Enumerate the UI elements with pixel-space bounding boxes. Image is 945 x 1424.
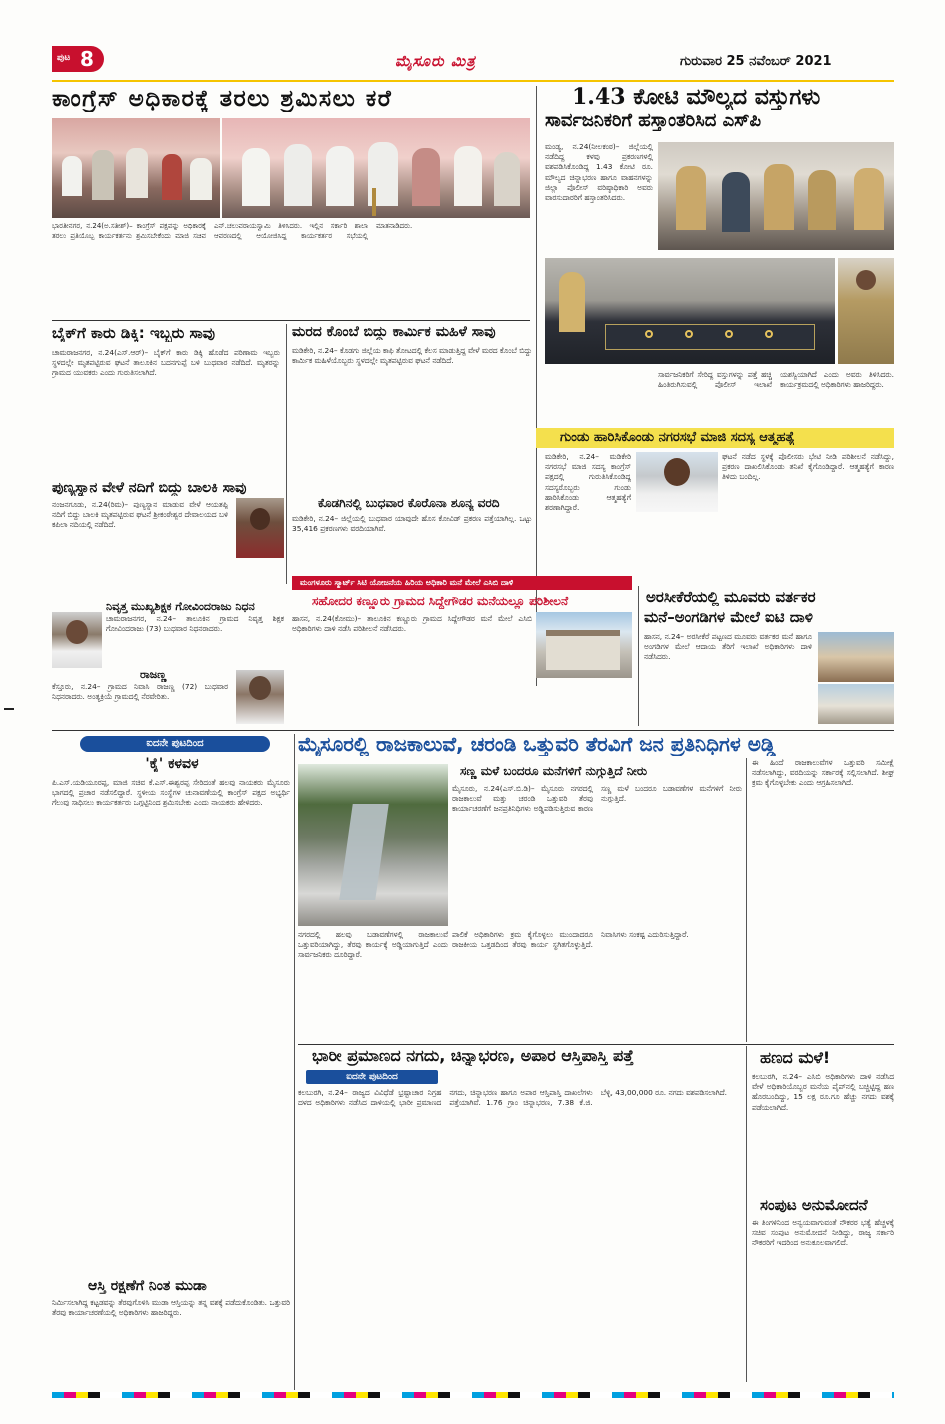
- photo-sp-valuables: [545, 258, 835, 364]
- headline-corona: ಕೊಡಗಿನಲ್ಲಿ ಬುಧವಾರ ಕೊರೊನಾ ಶೂನ್ಯ ವರದಿ: [318, 496, 500, 510]
- column-divider: [638, 586, 639, 726]
- photo-sp-handover: [658, 142, 894, 250]
- headline-obit-govindaraju: ನಿವೃತ್ತ ಮುಖ್ಯಶಿಕ್ಷಕ ಗೋವಿಂದರಾಜು ನಿಧನ: [106, 600, 255, 613]
- sp-body-continued: ಸಾರ್ವಜನಿಕರಿಗೆ ಸೇರಿದ್ದ ವಸ್ತುಗಳನ್ನು ಪತ್ತೆ ಹಚ್ಚಿ ಹಿಂತಿರುಗಿಸುವಲ್ಲಿ ಪೊಲೀಸ್ ಇಲಾಖೆ ಯಶಸ್ವಿಯಾಗಿದೆ ಎಂದು ಅವರು ತಿಳಿಸಿದರು. ಕಾರ್ಯಕ್ರಮದಲ್ಲಿ ಅಧಿಕಾರಿಗಳು ಹಾಜರಿದ್ದರು.: [658, 370, 894, 390]
- photo-congress-meeting: [52, 118, 220, 218]
- photo-councillor: [636, 452, 718, 512]
- obit-rajanna-body: ಕೆಸ್ತೂರು, ನ.24– ಗ್ರಾಮದ ನಿವಾಸಿ ರಾಜಣ್ಣ (72) ಬುಧವಾರ ನಿಧನರಾದರು. ಅಂತ್ಯಕ್ರಿಯೆ ಗ್ರಾಮದಲ್ಲಿ ನೆರವೇರಿತು.: [52, 682, 228, 702]
- smart-body: ಹಾಸನ, ನ.24(ಕೋಮು)– ತಾಲೂಕಿನ ಕಣ್ಣೂರು ಗ್ರಾಮದ ಸಿದ್ದೇಗೌಡರ ಮನೆ ಮೇಲೆ ಎಸಿಬಿ ಅಧಿಕಾರಿಗಳು ದಾಳಿ ನಡೆಸಿ ಪರಿಶೀಲನೆ ನಡೆಸಿದರು.: [292, 614, 532, 634]
- headline-continued: 'ಕೈ' ಕಳವಳ: [145, 756, 199, 772]
- column-divider: [294, 734, 295, 1390]
- headline-arsikere-line1: ಅರಸೀಕೆರೆಯಲ್ಲಿ ಮೂವರು ವರ್ತಕರ: [646, 588, 816, 606]
- column-divider: [286, 324, 287, 584]
- page-number: 8: [80, 47, 94, 71]
- asti-body: ನಿರ್ಮಿಸಲಾಗಿದ್ದ ಕಟ್ಟಡವನ್ನು ತೆರವುಗೊಳಿಸಿ ಮುಡಾ ಆಸ್ತಿಯನ್ನು ತನ್ನ ವಶಕ್ಕೆ ಪಡೆದುಕೊಂಡಿತು. ಒತ್ತುವರಿ ತೆರವು ಕಾರ್ಯಾಚರಣೆಯಲ್ಲಿ ಅಧಿಕಾರಿಗಳು ಹಾಜರಿದ್ದರು.: [52, 1298, 290, 1318]
- river-body: ನಂಜನಗೂಡು, ನ.24(ರಿಮ)– ಪುಣ್ಯಸ್ನಾನ ಮಾಡುವ ವೇಳೆ ಆಯತಪ್ಪಿ ನದಿಗೆ ಬಿದ್ದು ಬಾಲಕಿ ಮೃತಪಟ್ಟಿರುವ ಘಟನೆ ಶ್ರೀಕಂಠೇಶ್ವರ ದೇವಾಲಯದ ಬಳಿ ಕಪಿಲಾ ನದಿಯಲ್ಲಿ ನಡೆದಿದೆ.: [52, 500, 228, 530]
- mysuru-body-right: ಈ ಹಿಂದೆ ರಾಜಕಾಲುವೆಗಳ ಒತ್ತುವರಿ ಸಮೀಕ್ಷೆ ನಡೆಸಲಾಗಿದ್ದು, ವರದಿಯನ್ನು ಸರ್ಕಾರಕ್ಕೆ ಸಲ್ಲಿಸಲಾಗಿದೆ. ಶೀಘ್ರ ಕ್ರಮ ಕೈಗೊಳ್ಳಬೇಕು ಎಂದು ಆಗ್ರಹಿಸಲಾಗಿದೆ.: [752, 758, 894, 788]
- headline-sp-line1: 1.43 ಕೋಟಿ ಮೌಲ್ಯದ ವಸ್ತುಗಳು: [572, 84, 821, 110]
- suicide-body-continued: ಘಟನೆ ನಡೆದ ಸ್ಥಳಕ್ಕೆ ಪೊಲೀಸರು ಭೇಟಿ ನೀಡಿ ಪರಿಶೀಲನೆ ನಡೆಸಿದ್ದು, ಪ್ರಕರಣ ದಾಖಲಿಸಿಕೊಂಡು ತನಿಖೆ ಕೈಗೊಂಡಿದ್ದಾರೆ. ಆತ್ಮಹತ್ಯೆಗೆ ಕಾರಣ ತಿಳಿದು ಬಂದಿಲ್ಲ.: [722, 452, 894, 482]
- headline-sp-line2: ಸಾರ್ವಜನಿಕರಿಗೆ ಹಸ್ತಾಂತರಿಸಿದ ಎಸ್‌ಪಿ: [545, 110, 762, 131]
- headline-smart: ಸಹೋದರ ಕಣ್ಣೂರು ಗ್ರಾಮದ ಸಿದ್ದೇಗೌಡರ ಮನೆಯಲ್ಲೂ ಪರಿಶೀಲನೆ: [312, 594, 569, 608]
- headline-car: ಬೈಕ್‌ಗೆ ಕಾರು ಡಿಕ್ಕಿ: ಇಬ್ಬರು ಸಾವು: [52, 324, 216, 342]
- photo-smart-house: [536, 612, 632, 678]
- mysuru-body-middle: ಪಾಲಿಕೆ ಅಧಿಕಾರಿಗಳು ಕ್ರಮ ಕೈಗೊಳ್ಳಲು ಮುಂದಾದರೂ ರಾಜಕೀಯ ಒತ್ತಡದಿಂದ ತೆರವು ಕಾರ್ಯ ಸ್ಥಗಿತಗೊಳ್ಳುತ್ತಿದೆ. ನಿವಾಸಿಗಳು ಸಂಕಷ್ಟ ಎದುರಿಸುತ್ತಿದ್ದಾರೆ.: [452, 930, 689, 950]
- obit-govindaraju-body: ಚಾಮರಾಜನಗರ, ನ.24– ತಾಲೂಕಿನ ಗ್ರಾಮದ ನಿವೃತ್ತ ಶಿಕ್ಷಕ ಗೋವಿಂದರಾಜು (73) ಬುಧವಾರ ನಿಧನರಾದರು.: [106, 614, 284, 634]
- divider: [52, 730, 894, 731]
- headline-arsikere-line2: ಮನೆ–ಅಂಗಡಿಗಳ ಮೇಲೆ ಐಟಿ ದಾಳಿ: [644, 608, 813, 626]
- mysuru-body-left: ನಗರದಲ್ಲಿ ಹಲವು ಬಡಾವಣೆಗಳಲ್ಲಿ ರಾಜಕಾಲುವೆ ಒತ್ತುವರಿಯಾಗಿದ್ದು, ತೆರವು ಕಾರ್ಯಕ್ಕೆ ಅಡ್ಡಿಯಾಗುತ್ತಿದೆ ಎಂದು ಸಾರ್ವಜನಿಕರು ದೂರಿದ್ದಾರೆ.: [298, 930, 448, 960]
- headline-cash: ಭಾರೀ ಪ್ರಮಾಣದ ನಗದು, ಚಿನ್ನಾಭರಣ, ಅಪಾರ ಆಸ್ತಿಪಾಸ್ತಿ ಪತ್ತೆ: [312, 1046, 634, 1065]
- headline-congress: ಕಾಂಗ್ರೆಸ್ ಅಧಿಕಾರಕ್ಕೆ ತರಲು ಶ್ರಮಿಸಲು ಕರೆ: [52, 86, 393, 112]
- page-label: ಪುಟ: [57, 53, 71, 63]
- issue-date: ಗುರುವಾರ 25 ನವೆಂಬರ್ 2021: [680, 54, 832, 69]
- headline-asti: ಆಸ್ತಿ ರಕ್ಷಣೆಗೆ ನಿಂತ ಮುಡಾ: [88, 1278, 207, 1294]
- sp-body: ಮಂಡ್ಯ, ನ.24(ನೀಲಕಂಠ)– ಜಿಲ್ಲೆಯಲ್ಲಿ ನಡೆದಿದ್ದ ಕಳವು ಪ್ರಕರಣಗಳಲ್ಲಿ ವಶಪಡಿಸಿಕೊಂಡಿದ್ದ 1.43 ಕೋಟಿ ರೂ. ಮೌಲ್ಯದ ಚಿನ್ನಾಭರಣ ಹಾಗೂ ವಾಹನಗಳನ್ನು ಜಿಲ್ಲಾ ಪೊಲೀಸ್ ವರಿಷ್ಠಾಧಿಕಾರಿ ಅವರು ವಾರಸುದಾರರಿಗೆ ಹಸ್ತಾಂತರಿಸಿದರು.: [545, 142, 653, 203]
- fold-mark: [4, 708, 14, 710]
- masthead-rule: [52, 80, 894, 82]
- photo-sp-officer: [838, 258, 894, 364]
- headline-obit-rajanna: ರಾಜಣ್ಣ: [140, 668, 167, 681]
- mysuru-body: ಮೈಸೂರು, ನ.24(ಎಸ್.ಬಿ.ಡಿ)– ಮೈಸೂರು ನಗರದಲ್ಲಿ ರಾಜಕಾಲುವೆ ಮತ್ತು ಚರಂಡಿ ಒತ್ತುವರಿ ತೆರವು ಕಾರ್ಯಾಚರಣೆಗೆ ಜನಪ್ರತಿನಿಧಿಗಳು ಅಡ್ಡಿಪಡಿಸುತ್ತಿರುವ ಕಾರಣ ಸಣ್ಣ ಮಳೆ ಬಂದರೂ ಬಡಾವಣೆಗಳ ಮನೆಗಳಿಗೆ ನೀರು ನುಗ್ಗುತ್ತಿದೆ.: [452, 784, 742, 814]
- photo-obit-rajanna: [236, 670, 284, 724]
- headline-mysuru: ಮೈಸೂರಲ್ಲಿ ರಾಜಕಾಲುವೆ, ಚರಂಡಿ ಒತ್ತುವರಿ ತೆರವಿಗೆ ಜನ ಪ್ರತಿನಿಧಿಗಳ ಅಡ್ಡಿ: [298, 732, 776, 756]
- smart-banner-text: ಮಂಗಳೂರು ಸ್ಮಾರ್ಟ್ ಸಿಟಿ ಯೋಜನೆಯ ಹಿರಿಯ ಅಧಿಕಾರಿ ಮನೆ ಮೇಲೆ ಎಸಿಬಿ ದಾಳಿ: [300, 578, 514, 587]
- column-divider: [746, 758, 747, 1042]
- headline-river: ಪುಣ್ಯಸ್ನಾನ ವೇಳೆ ನದಿಗೆ ಬಿದ್ದು ಬಾಲಕಿ ಸಾವು: [52, 480, 247, 496]
- sampada-body: ಈ ತಿಂಗಳಿನಿಂದ ಅನ್ವಯವಾಗುವಂತೆ ನೌಕರರ ಭತ್ಯೆ ಹೆಚ್ಚಳಕ್ಕೆ ಸಚಿವ ಸಂಪುಟ ಅನುಮೋದನೆ ನೀಡಿದ್ದು, ರಾಜ್ಯ ಸರ್ಕಾರಿ ನೌಕರರಿಗೆ ಇದರಿಂದ ಅನುಕೂಲವಾಗಲಿದೆ.: [752, 1218, 894, 1248]
- rain-body: ಕಲಬುರಗಿ, ನ.24– ಎಸಿಬಿ ಅಧಿಕಾರಿಗಳು ದಾಳಿ ನಡೆಸಿದ ವೇಳೆ ಅಧಿಕಾರಿಯೊಬ್ಬರ ಮನೆಯ ಪೈಪ್‌ನಲ್ಲಿ ಬಚ್ಚಿಟ್ಟಿದ್ದ ಹಣ ಹೊರಬಂದಿದ್ದು, 15 ಲಕ್ಷ ರೂ.ಗೂ ಹೆಚ್ಚು ನಗದು ವಶಕ್ಕೆ ಪಡೆಯಲಾಗಿದೆ.: [752, 1072, 894, 1112]
- print-color-bar: [52, 1392, 894, 1398]
- column-divider: [746, 1046, 747, 1382]
- photo-arsikere-house: [818, 684, 894, 724]
- cash-continued-label: ಐದನೇ ಪುಟದಿಂದ: [306, 1070, 438, 1084]
- headline-suicide: ಗುಂಡು ಹಾರಿಸಿಕೊಂಡು ನಗರಸಭೆ ಮಾಜಿ ಸದಸ್ಯ ಆತ್ಮಹತ್ಯೆ: [560, 430, 795, 445]
- arsikere-body: ಹಾಸನ, ನ.24– ಅರಸೀಕೆರೆ ಪಟ್ಟಣದ ಮೂವರು ವರ್ತಕರ ಮನೆ ಹಾಗೂ ಅಂಗಡಿಗಳ ಮೇಲೆ ಆದಾಯ ತೆರಿಗೆ ಇಲಾಖೆ ಅಧಿಕಾರಿಗಳು ದಾಳಿ ನಡೆಸಿದರು.: [644, 632, 812, 662]
- photo-obit-govindaraju: [52, 612, 102, 668]
- corona-body: ಮಡಿಕೇರಿ, ನ.24– ಜಿಲ್ಲೆಯಲ್ಲಿ ಬುಧವಾರ ಯಾವುದೇ ಹೊಸ ಕೋವಿಡ್ ಪ್ರಕರಣ ಪತ್ತೆಯಾಗಿಲ್ಲ. ಒಟ್ಟು 35,416 ಪ್ರಕರಣಗಳು ವರದಿಯಾಗಿವೆ.: [292, 514, 532, 534]
- photo-congress-lamp: [222, 118, 530, 218]
- divider: [52, 320, 530, 321]
- cash-body: ಕಲಬುರಗಿ, ನ.24– ರಾಜ್ಯದ ವಿವಿಧೆಡೆ ಭ್ರಷ್ಟಾಚಾರ ನಿಗ್ರಹ ದಳದ ಅಧಿಕಾರಿಗಳು ನಡೆಸಿದ ದಾಳಿಯಲ್ಲಿ ಭಾರೀ ಪ್ರಮಾಣದ ನಗದು, ಚಿನ್ನಾಭರಣ ಹಾಗೂ ಅಪಾರ ಆಸ್ತಿಪಾಸ್ತಿ ದಾಖಲೆಗಳು ಪತ್ತೆಯಾಗಿವೆ. 1.76 ಗ್ರಾಂ ಚಿನ್ನಾಭರಣ, 7.38 ಕೆ.ಜಿ. ಬೆಳ್ಳಿ, 43,00,000 ರೂ. ನಗದು ವಶಪಡಿಸಲಾಗಿದೆ.: [298, 1088, 728, 1108]
- photo-drain: [298, 764, 448, 926]
- suicide-body: ಮಡಿಕೇರಿ, ನ.24– ಮಡಿಕೇರಿ ನಗರಸಭೆ ಮಾಜಿ ಸದಸ್ಯ ಕಾಂಗ್ರೆಸ್ ಪಕ್ಷದಲ್ಲಿ ಗುರುತಿಸಿಕೊಂಡಿದ್ದ ಸದಸ್ಯರೊಬ್ಬರು ಗುಂಡು ಹಾರಿಸಿಕೊಂಡು ಆತ್ಮಹತ್ಯೆಗೆ ಶರಣಾಗಿದ್ದಾರೆ.: [545, 452, 631, 513]
- continued-body: ಪಿ.ಎಸ್.ಯಡಿಯೂರಪ್ಪ, ಮಾಜಿ ಸಚಿವ ಕೆ.ಎಸ್.ಈಶ್ವರಪ್ಪ ಸೇರಿದಂತೆ ಹಲವು ನಾಯಕರು ಮೈಸೂರು ಭಾಗದಲ್ಲಿ ಪ್ರಚಾರ ನಡೆಸಲಿದ್ದಾರೆ. ಸ್ಥಳೀಯ ಸಂಸ್ಥೆಗಳ ಚುನಾವಣೆಯಲ್ಲಿ ಕಾಂಗ್ರೆಸ್ ಪಕ್ಷದ ಅಭ್ಯರ್ಥಿ ಗೆಲುವು ಸಾಧಿಸಲು ಕಾರ್ಯಕರ್ತರು ಒಗ್ಗಟ್ಟಿನಿಂದ ಶ್ರಮಿಸಬೇಕು ಎಂದು ನಾಯಕರು ಹೇಳಿದರು.: [52, 778, 290, 808]
- headline-sampada: ಸಂಪುಟ ಅನುಮೋದನೆ: [760, 1196, 868, 1214]
- headline-tree: ಮರದ ಕೊಂಬೆ ಬಿದ್ದು ಕಾರ್ಮಿಕ ಮಹಿಳೆ ಸಾವು: [292, 324, 496, 340]
- photo-girl: [236, 498, 284, 558]
- headline-rain: ಹಣದ ಮಳೆ!: [760, 1048, 831, 1067]
- subhead-mysuru: ಸಣ್ಣ ಮಳೆ ಬಂದರೂ ಮನೆಗಳಿಗೆ ನುಗ್ಗುತ್ತಿದೆ ನೀರು: [460, 764, 648, 778]
- tree-body: ಮಡಿಕೇರಿ, ನ.24– ಕೊಡಗು ಜಿಲ್ಲೆಯ ಕಾಫಿ ತೋಟದಲ್ಲಿ ಕೆಲಸ ಮಾಡುತ್ತಿದ್ದ ವೇಳೆ ಮರದ ಕೊಂಬೆ ಬಿದ್ದು ಕಾರ್ಮಿಕ ಮಹಿಳೆಯೊಬ್ಬರು ಸ್ಥಳದಲ್ಲೇ ಮೃತಪಟ್ಟಿರುವ ಘಟನೆ ನಡೆದಿದೆ.: [292, 346, 532, 366]
- masthead: [0, 38, 945, 82]
- divider: [298, 1044, 894, 1045]
- car-body: ಚಾಮರಾಜನಗರ, ನ.24(ಎಸ್.ಆರ್)– ಬೈಕ್‌ಗೆ ಕಾರು ಡಿಕ್ಕಿ ಹೊಡೆದ ಪರಿಣಾಮ ಇಬ್ಬರು ಸ್ಥಳದಲ್ಲೇ ಮೃತಪಟ್ಟಿರುವ ಘಟನೆ ತಾಲೂಕಿನ ಬದನಗುಪ್ಪೆ ಬಳಿ ಬುಧವಾರ ನಡೆದಿದೆ. ಮೃತರನ್ನು ಗ್ರಾಮದ ಯುವಕರು ಎಂದು ಗುರುತಿಸಲಾಗಿದೆ.: [52, 348, 280, 378]
- continued-label: ಐದನೇ ಪುಟದಿಂದ: [80, 736, 270, 752]
- paper-logo: ಮೈಸೂರು ಮಿತ್ರ: [395, 52, 476, 70]
- photo-arsikere-shop: [818, 632, 894, 682]
- page-number-badge: [52, 46, 104, 72]
- congress-body: ಭಾರತೀನಗರ, ನ.24(ಅ.ಸತೀಶ್)– ಕಾಂಗ್ರೆಸ್ ಪಕ್ಷವನ್ನು ಅಧಿಕಾರಕ್ಕೆ ತರಲು ಪ್ರತಿಯೊಬ್ಬ ಕಾರ್ಯಕರ್ತನು ಶ್ರಮಿಸಬೇಕೆಂದು ಮಾಜಿ ಸಚಿವ ಎನ್.ಚಲುವರಾಯಸ್ವಾಮಿ ತಿಳಿಸಿದರು. ಇಲ್ಲಿನ ಸರ್ಕಾರಿ ಶಾಲಾ ಆವರಣದಲ್ಲಿ ಆಯೋಜಿಸಿದ್ದ ಕಾರ್ಯಕರ್ತರ ಸಭೆಯಲ್ಲಿ ಮಾತನಾಡಿದರು.: [52, 222, 413, 240]
